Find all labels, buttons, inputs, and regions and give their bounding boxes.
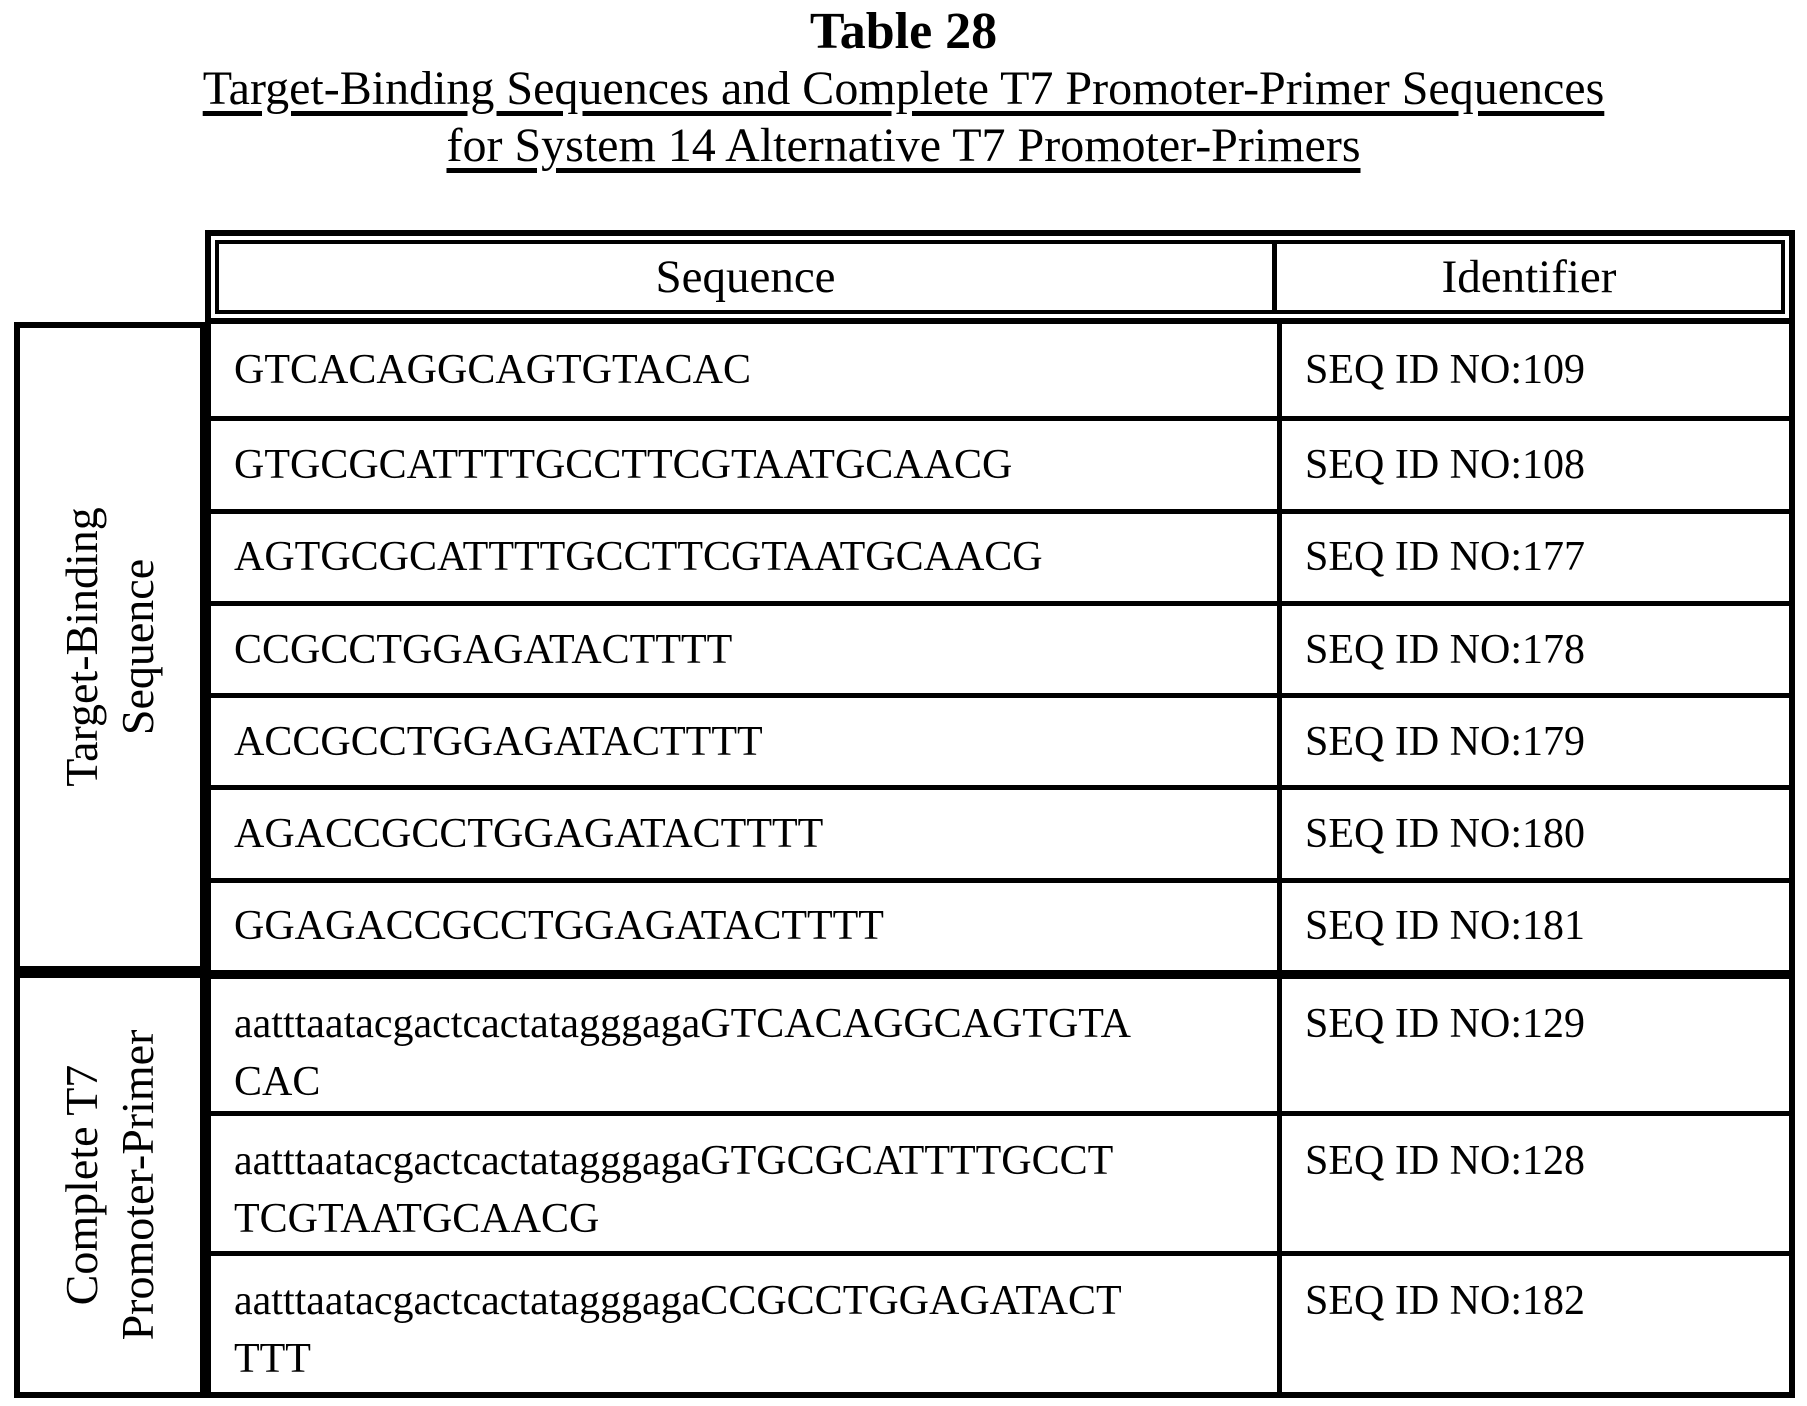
sequence-cell: GTGCGCATTTTGCCTTCGTAATGCAACG — [211, 416, 1282, 508]
title-block — [0, 4, 1807, 174]
row-group-label-line: Target-Binding — [56, 507, 107, 787]
sequence-cell: GTCACAGGCAGTGTACAC — [211, 324, 1282, 416]
row-group-label-line: Complete T7 — [56, 1064, 107, 1306]
column-header-sequence: Sequence — [219, 244, 1277, 310]
table-header-inner-border — [215, 240, 1785, 314]
sequence-cell: CCGCCTGGAGATACTTTT — [211, 601, 1282, 693]
table-header-row — [205, 230, 1795, 324]
page-title: Table 28 — [809, 3, 998, 60]
sequence-cell — [211, 1251, 1282, 1392]
sequence-table — [205, 318, 1795, 1398]
sequence-text — [234, 1272, 1122, 1388]
row-group-label-line: Sequence — [112, 558, 163, 736]
row-group-complete-t7-promoter-primer — [14, 972, 206, 1398]
identifier-cell: SEQ ID NO:129 — [1282, 970, 1789, 1111]
sequence-cell — [211, 1111, 1282, 1252]
identifier-cell: SEQ ID NO:181 — [1282, 878, 1789, 970]
identifier-cell: SEQ ID NO:108 — [1282, 416, 1789, 508]
sequence-cell — [211, 970, 1282, 1111]
sequence-text — [234, 1132, 1113, 1248]
sequence-line: TCGTAATGCAACG — [234, 1195, 600, 1242]
identifier-cell: SEQ ID NO:177 — [1282, 509, 1789, 601]
row-group-target-binding-sequence — [14, 322, 206, 972]
sequence-line: CAC — [234, 1059, 321, 1106]
row-group-label — [54, 507, 166, 787]
sequence-text — [234, 995, 1131, 1111]
sequence-cell: ACCGCCTGGAGATACTTTT — [211, 693, 1282, 785]
page-subtitle-line-2: for System 14 Alternative T7 Promoter-Primers — [446, 119, 1361, 172]
sequence-line: TTT — [234, 1336, 311, 1383]
identifier-cell: SEQ ID NO:179 — [1282, 693, 1789, 785]
identifier-cell: SEQ ID NO:109 — [1305, 347, 1585, 394]
page-subtitle-line-1: Target-Binding Sequences and Complete T7 Promoter-Primer Sequences — [202, 62, 1605, 115]
sequence-cell: GGAGACCGCCTGGAGATACTTTT — [211, 878, 1282, 970]
sequence-line: aatttaatacgactcactatagggagaCCGCCTGGAGATACT — [234, 1278, 1122, 1325]
row-group-label — [54, 1030, 166, 1341]
sequence-line: aatttaatacgactcactatagggagaGTGCGCATTTTGCCT — [234, 1137, 1114, 1184]
identifier-cell: SEQ ID NO:182 — [1282, 1251, 1789, 1392]
row-group-label-line: Promoter-Primer — [112, 1029, 163, 1341]
identifier-cell: SEQ ID NO:178 — [1282, 601, 1789, 693]
sequence-line: aatttaatacgactcactatagggagaGTCACAGGCAGTGTA — [234, 1001, 1131, 1048]
sequence-cell: AGACCGCCTGGAGATACTTTT — [211, 785, 1282, 877]
sequence-cell: AGTGCGCATTTTGCCTTCGTAATGCAACG — [211, 509, 1282, 601]
identifier-cell: SEQ ID NO:180 — [1282, 785, 1789, 877]
column-header-identifier: Identifier — [1441, 251, 1617, 303]
identifier-cell: SEQ ID NO:128 — [1282, 1111, 1789, 1252]
